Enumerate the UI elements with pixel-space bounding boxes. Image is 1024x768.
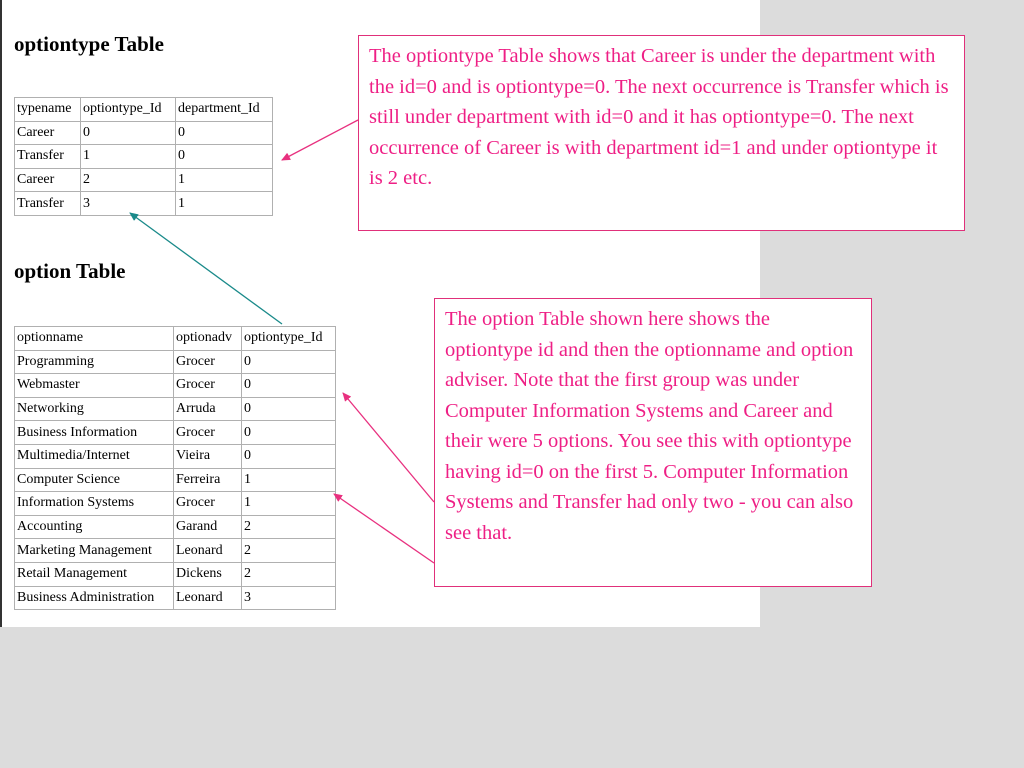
option-table-body [15,350,336,610]
table-cell: Leonard [174,586,242,610]
table-cell: Marketing Management [15,539,174,563]
table-cell: Accounting [15,515,174,539]
table-cell: Garand [174,515,242,539]
table-cell: 0 [242,350,336,374]
table-cell: Grocer [174,374,242,398]
table-cell: 3 [81,192,176,216]
table-cell: 1 [81,145,176,169]
table-cell: Networking [15,397,174,421]
option-explanation-callout: The option Table shown here shows the optiontype id and then the optionname and option adviser. Note that the first group was under Computer Information Systems and Career and their were 5 options. You see this with optiontype having id=0 on the first 5. Computer Information Systems and Transfer had only two - you can also see that. [434,298,872,587]
table-cell: 0 [81,121,176,145]
table-row [15,562,336,586]
table-cell: Webmaster [15,374,174,398]
table-header-row [15,98,273,122]
table-row [15,350,336,374]
table-cell: 0 [176,145,273,169]
table-cell: Business Information [15,421,174,445]
table-cell: 1 [176,168,273,192]
table-row [15,192,273,216]
table-cell: Retail Management [15,562,174,586]
table-cell: Grocer [174,350,242,374]
table-cell: 2 [242,515,336,539]
table-cell: Transfer [15,192,81,216]
table-row [15,539,336,563]
table-cell: Information Systems [15,492,174,516]
optiontype-table-title: optiontype Table [14,32,164,56]
column-header-optiontype-id: optiontype_Id [242,327,336,351]
table-cell: Dickens [174,562,242,586]
table-row [15,374,336,398]
table-cell: 0 [176,121,273,145]
table-cell: 1 [176,192,273,216]
table-row [15,121,273,145]
table-row [15,397,336,421]
table-cell: Vieira [174,444,242,468]
column-header-optiontype-id: optiontype_Id [81,98,176,122]
option-table-title: option Table [14,259,126,283]
table-cell: Business Administration [15,586,174,610]
table-cell: Grocer [174,421,242,445]
table-cell: 1 [242,492,336,516]
table-cell: Career [15,168,81,192]
table-cell: 2 [242,539,336,563]
table-cell: 0 [242,444,336,468]
optiontype-explanation-callout: The optiontype Table shows that Career is under the department with the id=0 and is optiontype=0. The next occurrence is Transfer which is still under department with id=0 and it has optiontype=0. The next occurrence of Career is with department id=1 and under optiontype it is 2 etc. [358,35,965,231]
table-row [15,168,273,192]
column-header-typename: typename [15,98,81,122]
table-cell: Ferreira [174,468,242,492]
column-header-optionadv: optionadv [174,327,242,351]
table-cell: Arruda [174,397,242,421]
table-row [15,444,336,468]
table-row [15,586,336,610]
table-header-row [15,327,336,351]
table-cell: Transfer [15,145,81,169]
optiontype-table [14,97,273,216]
table-row [15,145,273,169]
table-row [15,421,336,445]
table-cell: 0 [242,421,336,445]
table-cell: Programming [15,350,174,374]
table-cell: Leonard [174,539,242,563]
table-cell: 3 [242,586,336,610]
table-cell: 1 [242,468,336,492]
table-cell: 0 [242,374,336,398]
table-cell: Computer Science [15,468,174,492]
table-cell: Grocer [174,492,242,516]
table-cell: 0 [242,397,336,421]
table-row [15,515,336,539]
option-table [14,326,336,610]
table-cell: 2 [81,168,176,192]
table-row [15,492,336,516]
optiontype-table-body [15,121,273,215]
column-header-department-id: department_Id [176,98,273,122]
table-cell: Multimedia/Internet [15,444,174,468]
table-cell: Career [15,121,81,145]
table-row [15,468,336,492]
column-header-optionname: optionname [15,327,174,351]
table-cell: 2 [242,562,336,586]
